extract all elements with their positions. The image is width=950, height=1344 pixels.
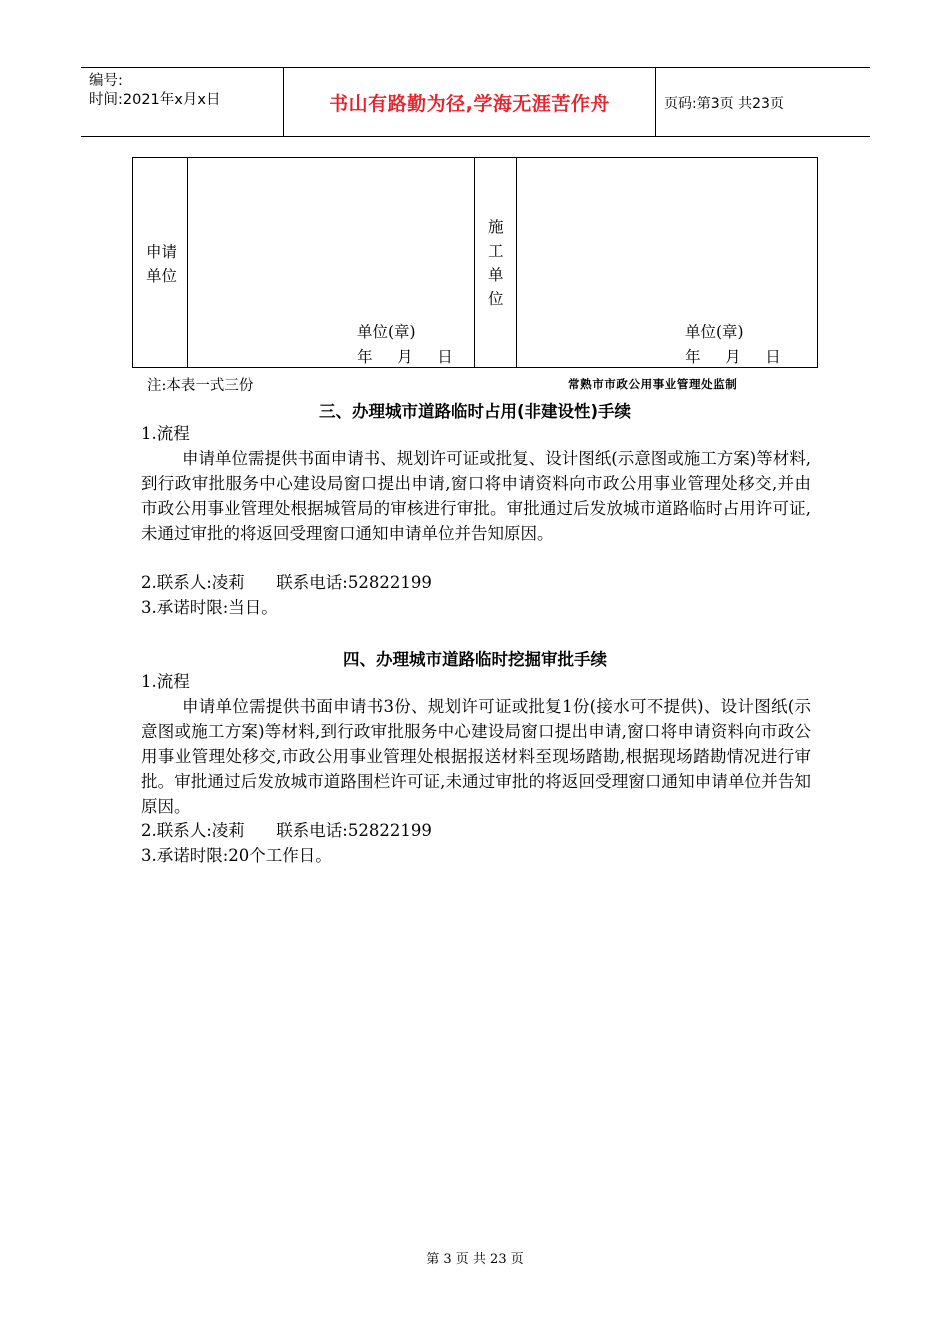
section-3-item-1: 1.流程 [141,424,190,443]
section-4-item-1: 1.流程 [141,672,190,691]
section-3-contact: 2.联系人:凌莉 联系电话:52822199 [141,573,432,592]
applicant-stamp [357,320,453,370]
page-header [81,67,870,137]
construction-stamp [685,320,781,370]
header-page-label: 页码:第3页 共23页 [664,96,784,112]
section-4-paragraph: 申请单位需提供书面申请书3份、规划许可证或批复1份(接水可不提供)、设计图纸(示意图或施工方案)等材料,到行政审批服务中心建设局窗口提出申请,窗口将申请资料向市政公用事业管理处移交,市政公用事业管理处根据报送材料至现场踏勘,根据现场踏勘情况进行审批。审批通过后发放城市道路围栏许可证,未通过审批的将返回受理窗口通知申请单位并告知原因。 [141,697,811,816]
application-form-table [132,157,818,368]
section-4-title: 四、办理城市道路临时挖掘审批手续 [343,650,607,669]
section-3-paragraph: 申请单位需提供书面申请书、规划许可证或批复、设计图纸(示意图或施工方案)等材料,到行政审批服务中心建设局窗口提出申请,窗口将申请资料向市政公用事业管理处移交,并由市政公用事业管理处根据城管局的审核进行审批。审批通过后发放城市道路临时占用许可证,未通过审批的将返回受理窗口通知申请单位并告知原因。 [141,449,811,543]
applicant-unit-label: 申请 单位 [146,243,178,285]
header-motto: 书山有路勤为径,学海无涯苦作舟 [329,92,610,115]
section-3-title: 三、办理城市道路临时占用(非建设性)手续 [318,402,632,421]
section-4-time-limit: 3.承诺时限:20个工作日。 [141,846,332,865]
construction-date: 年 月 日 [685,348,781,366]
page-footer: 第 3 页 共 23 页 [426,1252,524,1267]
construction-unit-label: 施 工 单 位 [488,218,504,308]
supervisor-credit: 常熟市市政公用事业管理处监制 [568,377,738,391]
table-divider [516,158,517,367]
table-divider [187,158,188,367]
section-4-contact: 2.联系人:凌莉 联系电话:52822199 [141,821,432,840]
section-3-time-limit: 3.承诺时限:当日。 [141,598,278,617]
table-note: 注:本表一式三份 [147,378,254,394]
header-meta [89,72,220,110]
applicant-date: 年 月 日 [357,348,453,366]
document-time-label: 时间:2021年x月x日 [89,92,221,108]
table-divider [474,158,475,367]
document-number-label: 编号: [89,73,123,89]
header-divider [655,68,656,136]
construction-stamp-label: 单位(章) [685,323,744,341]
applicant-stamp-label: 单位(章) [357,323,416,341]
